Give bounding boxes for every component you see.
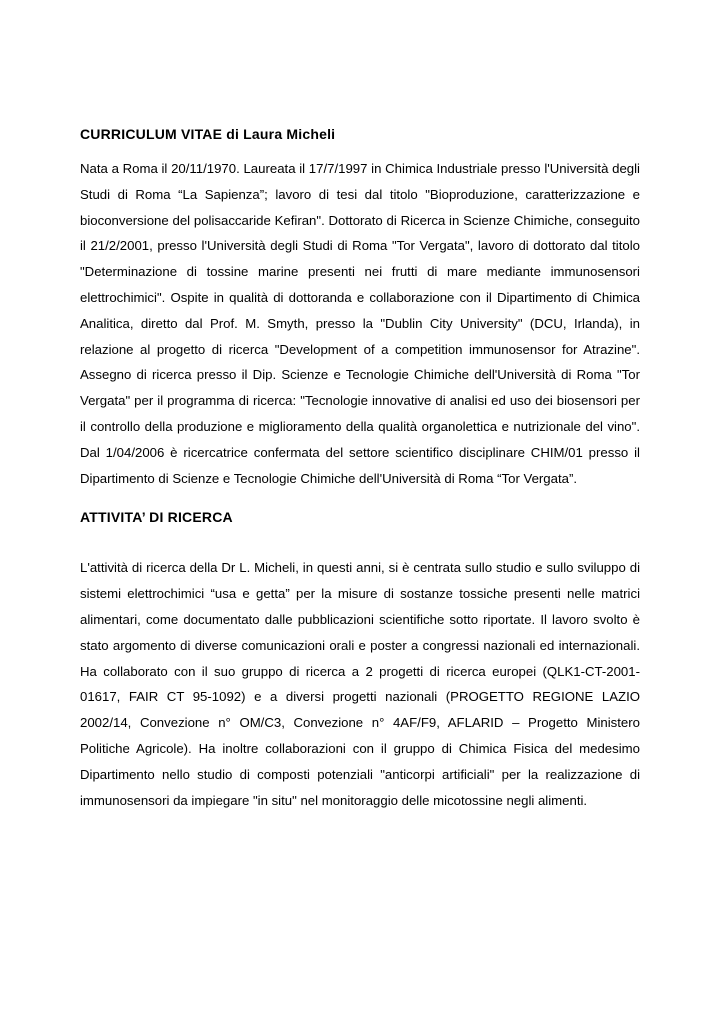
research-paragraph: L'attività di ricerca della Dr L. Micheli, in questi anni, si è centrata sullo studio e sullo sviluppo di sistemi elettrochimici “usa e getta” per la misure di sostanze tossiche presenti nelle matrici alimentari, come documentato dalle pubblicazioni scientifiche sotto riportate. Il lavoro svolto è stato argomento di diverse comunicazioni orali e poster a congressi nazionali ed internazionali. Ha collaborato con il suo gruppo di ricerca a 2 progetti di ricerca europei (QLK1-CT-2001-01617, FAIR CT 95-1092) e a diversi progetti nazionali (PROGETTO REGIONE LAZIO 2002/14, Convezione n° OM/C3, Convezione n° 4AF/F9, AFLARID – Progetto Ministero Politiche Agricole). Ha inoltre collaborazioni con il gruppo di Chimica Fisica del medesimo Dipartimento nello studio di composti potenziali "anticorpi artificiali" per la realizzazione di immunosensori da impiegare "in situ" nel monitoraggio delle micotossine negli alimenti. xyxy=(80,560,640,808)
document-page xyxy=(80,124,640,813)
research-heading: ATTIVITA’ DI RICERCA xyxy=(80,509,233,526)
bio-paragraph: Nata a Roma il 20/11/1970. Laureata il 17/7/1997 in Chimica Industriale presso l'Università degli Studi di Roma “La Sapienza”; lavoro di tesi dal titolo "Bioproduzione, caratterizzazione e bioconversione del polisaccaride Kefiran". Dottorato di Ricerca in Scienze Chimiche, conseguito il 21/2/2001, presso l'Università degli Studi di Roma "Tor Vergata", lavoro di dottorato dal titolo "Determinazione di tossine marine presenti nei frutti di mare mediante immunosensori elettrochimici". Ospite in qualità di dottoranda e collaborazione con il Dipartimento di Chimica Analitica, diretto dal Prof. M. Smyth, presso la "Dublin City University" (DCU, Irlanda), in relazione al progetto di ricerca "Development of a competition immunosensor for Atrazine". Assegno di ricerca presso il Dip. Scienze e Tecnologie Chimiche dell'Università di Roma "Tor Vergata" per il programma di ricerca: "Tecnologie innovative di analisi ed uso dei biosensori per il controllo della produzione e miglioramento della qualità organolettica e nutrizionale del vino". Dal 1/04/2006 è ricercatrice confermata del settore scientifico disciplinare CHIM/01 presso il Dipartimento di Scienze e Tecnologie Chimiche dell'Università di Roma “Tor Vergata”. xyxy=(80,161,640,486)
document-title: CURRICULUM VITAE di Laura Micheli xyxy=(80,126,336,142)
